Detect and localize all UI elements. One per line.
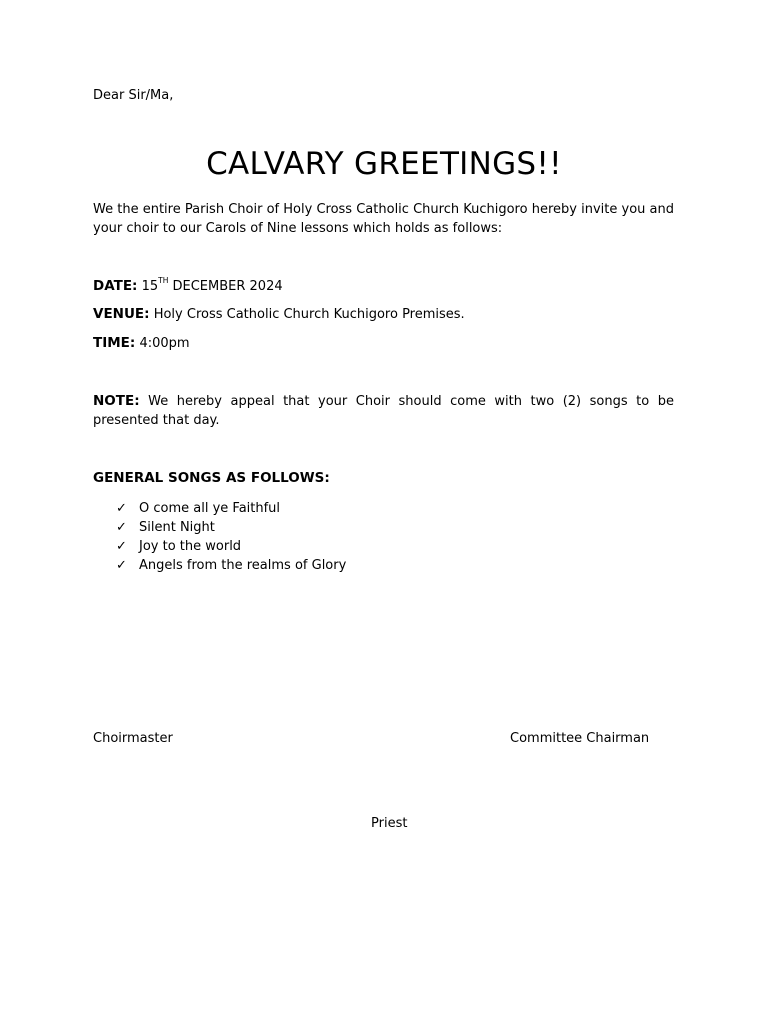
venue-line <box>93 306 465 322</box>
date-suffix: TH <box>158 276 169 285</box>
note-paragraph <box>93 392 674 430</box>
venue-label: VENUE: <box>93 306 150 322</box>
note-label: NOTE: <box>93 393 140 409</box>
venue-value: Holy Cross Catholic Church Kuchigoro Premises. <box>153 307 465 322</box>
letter-title: CALVARY GREETINGS!! <box>206 146 562 182</box>
signature-chairman: Committee Chairman <box>510 731 650 746</box>
checkmark-icon: ✓ <box>116 539 127 554</box>
list-item <box>116 518 346 537</box>
intro-paragraph: We the entire Parish Choir of Holy Cross Catholic Church Kuchigoro hereby invite you and your choir to our Carols of Nine lessons which holds as follows: <box>93 202 674 236</box>
song-title: Joy to the world <box>139 539 242 554</box>
checkmark-icon: ✓ <box>116 520 127 535</box>
list-item <box>116 499 346 518</box>
checkmark-icon: ✓ <box>116 501 127 516</box>
list-item <box>116 537 346 556</box>
songs-list <box>116 499 346 575</box>
list-item <box>116 556 346 575</box>
date-day: 15 <box>141 279 159 294</box>
signature-choirmaster: Choirmaster <box>93 731 173 746</box>
time-line <box>93 335 190 351</box>
songs-heading: GENERAL SONGS AS FOLLOWS: <box>93 470 330 486</box>
time-label: TIME: <box>93 335 136 351</box>
time-value: 4:00pm <box>139 336 190 351</box>
signature-priest: Priest <box>371 816 408 831</box>
song-title: Angels from the realms of Glory <box>139 558 347 573</box>
date-line <box>93 278 283 294</box>
checkmark-icon: ✓ <box>116 558 127 573</box>
date-rest: DECEMBER 2024 <box>172 279 283 294</box>
salutation: Dear Sir/Ma, <box>93 88 174 103</box>
note-text: We hereby appeal that your Choir should come with two (2) songs to be presented that day. <box>93 394 674 428</box>
date-label: DATE: <box>93 278 138 294</box>
song-title: O come all ye Faithful <box>139 501 281 516</box>
song-title: Silent Night <box>139 520 215 535</box>
